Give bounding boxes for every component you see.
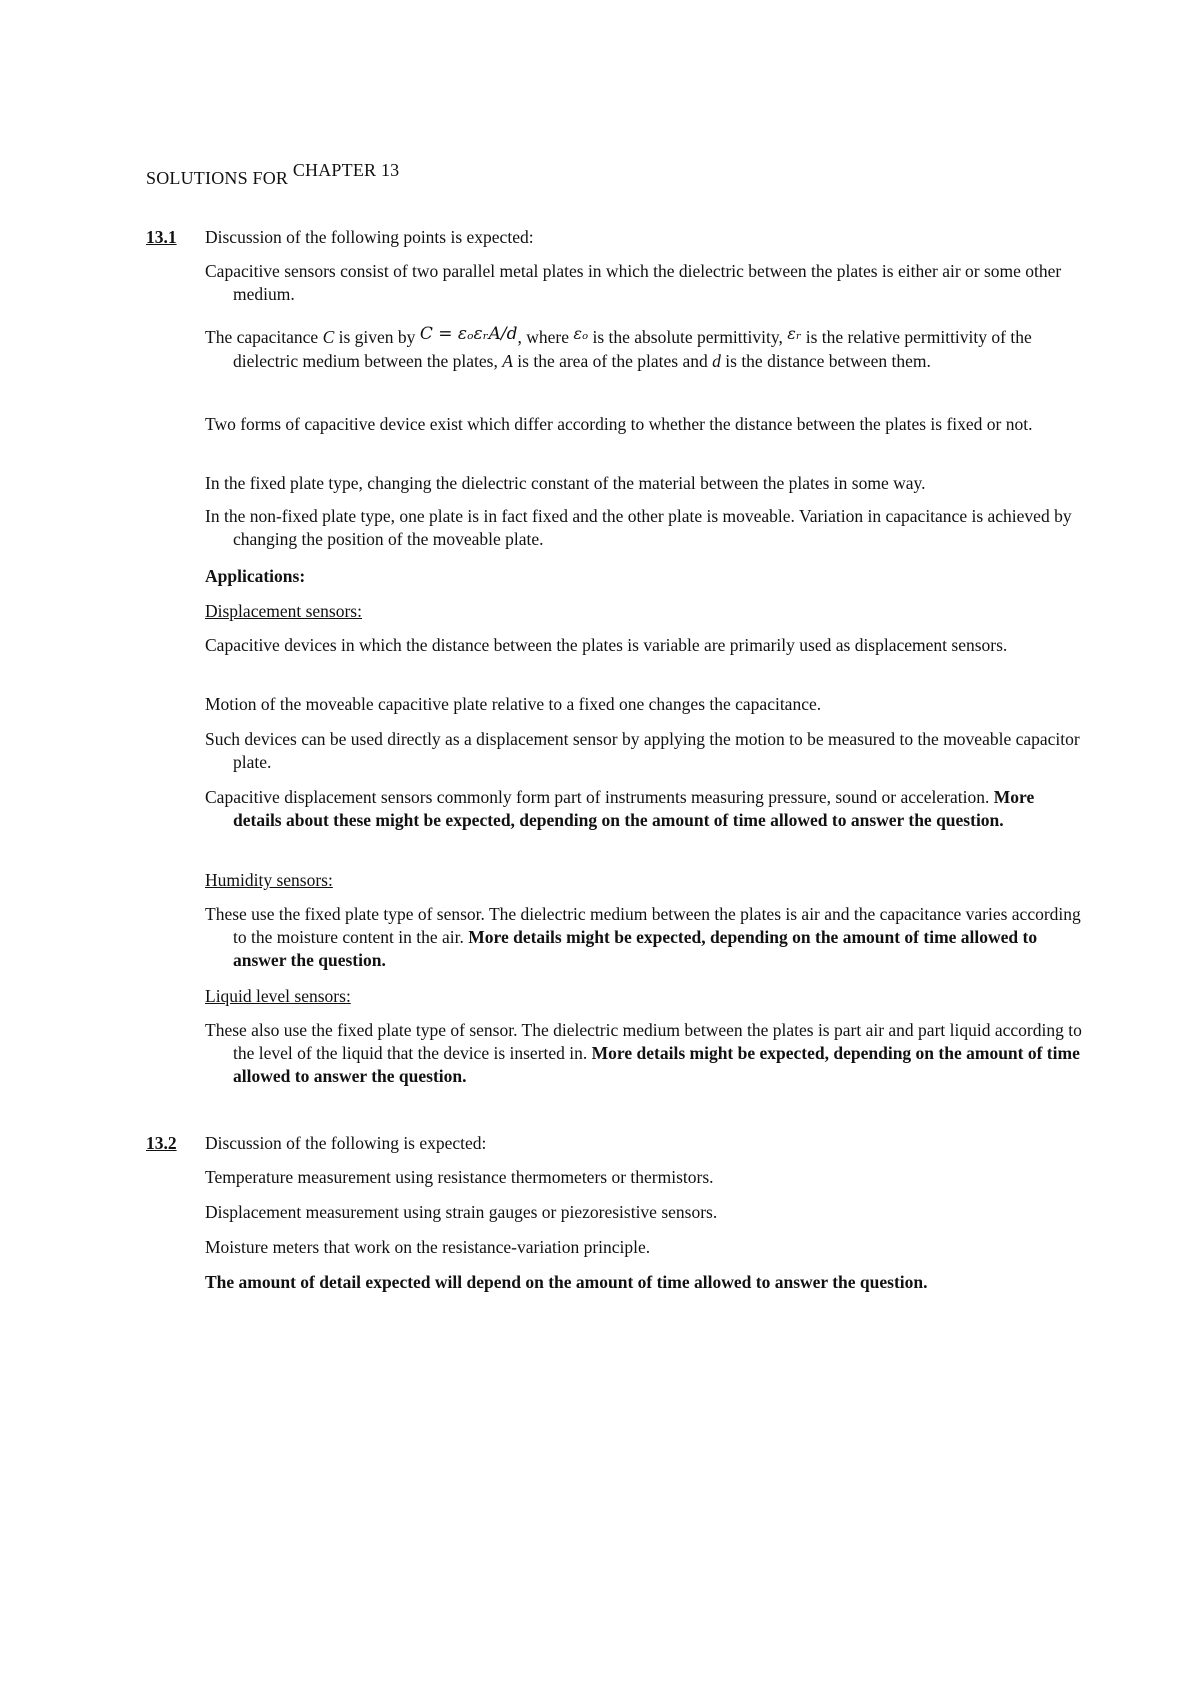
paragraph: In the non-fixed plate type, one plate is in fact fixed and the other plate is moveable. Variation in capacitance is achieved by changing the position of the moveable plate. — [205, 506, 1072, 549]
paragraph: Temperature measurement using resistance thermometers or thermistors. — [205, 1167, 714, 1187]
paragraph: Two forms of capacitive device exist which differ according to whether the distance between the plates is fixed or not. — [205, 414, 1033, 434]
relative-permittivity-symbol: εᵣ — [787, 324, 802, 343]
paragraph: These also use the fixed plate type of sensor. The dielectric medium between the plates is part air and part liquid according to the level of the liquid that the device is inserted in. More details might be expected, depending on the amount of time allowed to answer the question. — [205, 1020, 1082, 1086]
paragraph: In the fixed plate type, changing the dielectric constant of the material between the plates in some way. — [205, 473, 926, 493]
paragraph: Such devices can be used directly as a displacement sensor by applying the motion to be measured to the moveable capacitor plate. — [205, 729, 1080, 772]
paragraph: Motion of the moveable capacitive plate relative to a fixed one changes the capacitance. — [205, 694, 822, 714]
title-prefix: SOLUTIONS FOR — [146, 168, 289, 188]
capacitance-formula: C = εₒεᵣA/d — [419, 324, 518, 344]
displacement-sensors-heading: Displacement sensors: — [205, 601, 362, 621]
question-number: 13.2 — [146, 1133, 177, 1153]
paragraph: Capacitive devices in which the distance between the plates is variable are primarily used as displacement sensors. — [205, 635, 1008, 655]
question-number: 13.1 — [146, 227, 177, 247]
humidity-sensors-heading: Humidity sensors: — [205, 870, 333, 890]
absolute-permittivity-symbol: εₒ — [573, 324, 589, 343]
page-title — [146, 160, 400, 189]
paragraph: Moisture meters that work on the resistance-variation principle. — [205, 1237, 651, 1257]
question-intro: Discussion of the following points is expected: — [205, 227, 534, 247]
paragraph: Capacitive displacement sensors commonly form part of instruments measuring pressure, sound or acceleration. More details about these might be expected, depending on the amount of time allowed to answer the question. — [205, 787, 1035, 830]
title-chapter: CHAPTER 13 — [292, 160, 400, 180]
liquid-level-sensors-heading: Liquid level sensors: — [205, 986, 351, 1006]
paragraph: Displacement measurement using strain gauges or piezoresistive sensors. — [205, 1202, 718, 1222]
paragraph: Capacitive sensors consist of two parallel metal plates in which the dielectric between the plates is either air or some other medium. — [205, 261, 1062, 304]
applications-heading: Applications: — [205, 566, 306, 586]
paragraph-bold-note: The amount of detail expected will depend on the amount of time allowed to answer the question. — [205, 1272, 928, 1292]
question-intro: Discussion of the following is expected: — [205, 1133, 487, 1153]
paragraph: These use the fixed plate type of sensor. The dielectric medium between the plates is air and the capacitance varies according to the moisture content in the air. More details might be expected, depending on the amount of time allowed to answer the question. — [205, 904, 1081, 970]
paragraph-capacitance-formula: The capacitance C is given by C = εₒεᵣA/d, where εₒ is the absolute permittivity, εᵣ is the relative permittivity of the dielectric medium between the plates, A is the area of the plates and d is the distance between them. — [205, 324, 1032, 371]
